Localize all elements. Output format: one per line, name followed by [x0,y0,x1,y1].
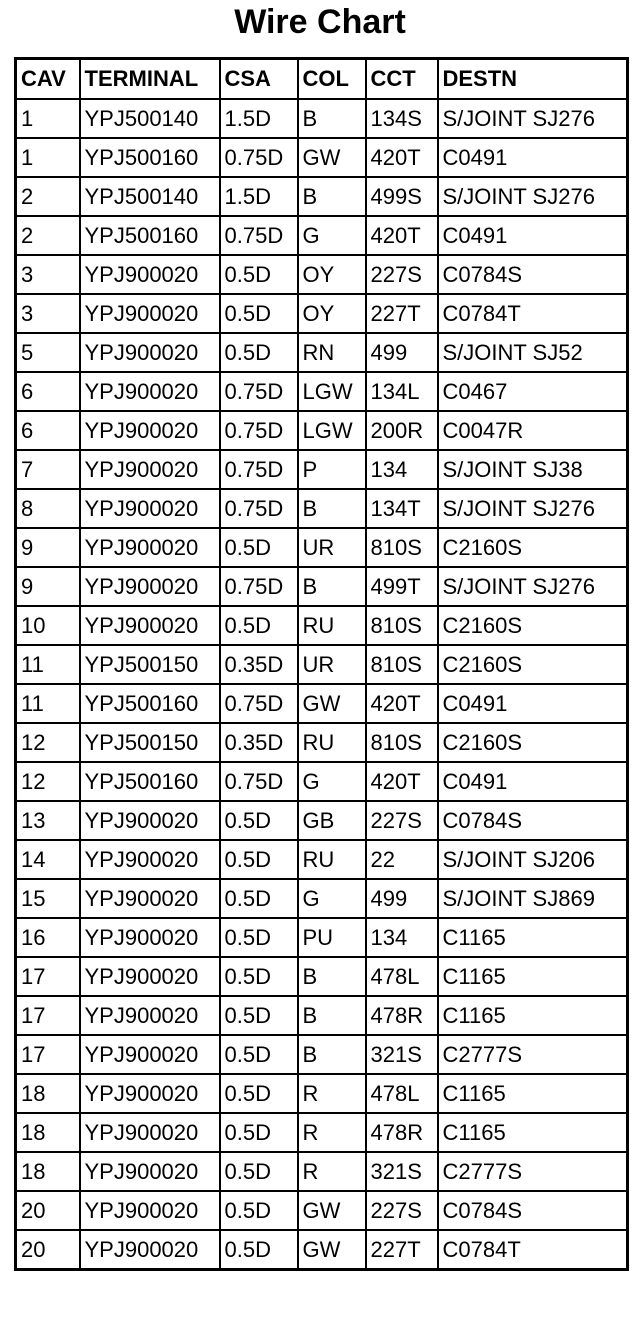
destn-cell: S/JOINT SJ276 [438,177,628,216]
cav-cell: 8 [16,489,80,528]
terminal-cell: YPJ900020 [80,879,220,918]
cav-cell: 6 [16,411,80,450]
table-header-row [16,59,628,100]
destn-cell: C1165 [438,1074,628,1113]
csa-cell: 0.5D [220,918,298,957]
destn-cell: C0047R [438,411,628,450]
cav-cell: 20 [16,1230,80,1270]
col-cell: R [298,1113,366,1152]
table-row [16,1191,628,1230]
csa-cell: 0.75D [220,372,298,411]
terminal-cell: YPJ500160 [80,684,220,723]
cav-cell: 1 [16,138,80,177]
col-cell: G [298,879,366,918]
destn-cell: C0491 [438,762,628,801]
terminal-cell: YPJ500140 [80,177,220,216]
terminal-cell: YPJ500150 [80,645,220,684]
csa-cell: 1.5D [220,99,298,138]
col-cell: B [298,489,366,528]
table-row [16,567,628,606]
cct-cell: 420T [366,216,438,255]
csa-cell: 0.75D [220,450,298,489]
cct-cell: 134 [366,450,438,489]
destn-cell: C2777S [438,1035,628,1074]
csa-cell: 0.5D [220,801,298,840]
cav-cell: 11 [16,645,80,684]
wire-chart-table [14,57,629,1271]
csa-cell: 0.75D [220,489,298,528]
csa-cell: 0.75D [220,762,298,801]
cav-cell: 12 [16,762,80,801]
cav-cell: 18 [16,1074,80,1113]
col-cell: OY [298,255,366,294]
cct-cell: 499 [366,879,438,918]
col-cell: B [298,996,366,1035]
csa-cell: 0.5D [220,333,298,372]
table-row [16,996,628,1035]
destn-cell: C2160S [438,723,628,762]
cav-cell: 11 [16,684,80,723]
destn-cell: C0784T [438,1230,628,1270]
col-cell: GW [298,1230,366,1270]
col-cell: B [298,957,366,996]
cav-cell: 3 [16,294,80,333]
cct-cell: 420T [366,138,438,177]
cav-cell: 15 [16,879,80,918]
csa-cell: 0.5D [220,1113,298,1152]
col-cell: B [298,567,366,606]
destn-cell: C0784S [438,1191,628,1230]
terminal-cell: YPJ900020 [80,528,220,567]
cct-cell: 420T [366,762,438,801]
table-row [16,255,628,294]
csa-cell: 0.5D [220,840,298,879]
table-row [16,1152,628,1191]
col-cell: GW [298,138,366,177]
terminal-cell: YPJ900020 [80,489,220,528]
cav-cell: 17 [16,957,80,996]
table-row [16,411,628,450]
cav-cell: 17 [16,1035,80,1074]
destn-cell: S/JOINT SJ276 [438,567,628,606]
csa-cell: 0.5D [220,1230,298,1270]
table-row [16,1074,628,1113]
terminal-cell: YPJ900020 [80,957,220,996]
terminal-cell: YPJ900020 [80,411,220,450]
cct-cell: 227S [366,1191,438,1230]
cct-cell: 227T [366,294,438,333]
cct-cell: 499T [366,567,438,606]
csa-cell: 0.5D [220,606,298,645]
col-cell: PU [298,918,366,957]
table-row [16,1035,628,1074]
cct-cell: 134S [366,99,438,138]
csa-cell: 0.5D [220,1191,298,1230]
terminal-cell: YPJ900020 [80,1113,220,1152]
col-cell: RN [298,333,366,372]
cav-cell: 18 [16,1152,80,1191]
cav-cell: 2 [16,177,80,216]
terminal-cell: YPJ900020 [80,450,220,489]
col-cell: GB [298,801,366,840]
cct-cell: 134L [366,372,438,411]
col-cell: R [298,1074,366,1113]
cct-cell: 478R [366,1113,438,1152]
destn-cell: C0491 [438,138,628,177]
cav-cell: 7 [16,450,80,489]
csa-cell: 0.5D [220,996,298,1035]
table-row [16,333,628,372]
destn-cell: C1165 [438,1113,628,1152]
cct-cell: 227T [366,1230,438,1270]
cct-cell: 227S [366,801,438,840]
csa-cell: 0.35D [220,723,298,762]
col-cell: UR [298,645,366,684]
col-cell: B [298,177,366,216]
table-row [16,762,628,801]
cct-cell: 22 [366,840,438,879]
terminal-cell: YPJ500160 [80,138,220,177]
col-cell: RU [298,840,366,879]
cav-cell: 13 [16,801,80,840]
cct-cell: 321S [366,1035,438,1074]
cct-cell: 321S [366,1152,438,1191]
table-row [16,957,628,996]
table-row [16,1230,628,1270]
cav-cell: 16 [16,918,80,957]
terminal-cell: YPJ900020 [80,840,220,879]
csa-cell: 1.5D [220,177,298,216]
header-col: COL [298,59,366,100]
destn-cell: C0784S [438,801,628,840]
terminal-cell: YPJ500140 [80,99,220,138]
terminal-cell: YPJ900020 [80,996,220,1035]
terminal-cell: YPJ900020 [80,1230,220,1270]
csa-cell: 0.75D [220,684,298,723]
cct-cell: 227S [366,255,438,294]
cav-cell: 17 [16,996,80,1035]
csa-cell: 0.5D [220,1074,298,1113]
terminal-cell: YPJ900020 [80,1152,220,1191]
terminal-cell: YPJ500160 [80,762,220,801]
cct-cell: 810S [366,723,438,762]
destn-cell: C1165 [438,918,628,957]
col-cell: B [298,1035,366,1074]
cct-cell: 810S [366,606,438,645]
table-row [16,801,628,840]
terminal-cell: YPJ900020 [80,255,220,294]
destn-cell: C2160S [438,645,628,684]
col-cell: UR [298,528,366,567]
table-row [16,372,628,411]
cav-cell: 18 [16,1113,80,1152]
cct-cell: 478L [366,1074,438,1113]
cav-cell: 20 [16,1191,80,1230]
cav-cell: 12 [16,723,80,762]
cct-cell: 478R [366,996,438,1035]
destn-cell: S/JOINT SJ52 [438,333,628,372]
destn-cell: C2777S [438,1152,628,1191]
terminal-cell: YPJ900020 [80,333,220,372]
cct-cell: 499S [366,177,438,216]
cct-cell: 134T [366,489,438,528]
col-cell: GW [298,1191,366,1230]
terminal-cell: YPJ900020 [80,567,220,606]
header-cct: CCT [366,59,438,100]
table-row [16,1113,628,1152]
destn-cell: C0467 [438,372,628,411]
col-cell: GW [298,684,366,723]
terminal-cell: YPJ900020 [80,1191,220,1230]
table-row [16,450,628,489]
col-cell: LGW [298,411,366,450]
terminal-cell: YPJ900020 [80,918,220,957]
table-row [16,918,628,957]
csa-cell: 0.5D [220,294,298,333]
terminal-cell: YPJ900020 [80,294,220,333]
cct-cell: 200R [366,411,438,450]
header-csa: CSA [220,59,298,100]
destn-cell: S/JOINT SJ206 [438,840,628,879]
terminal-cell: YPJ900020 [80,1035,220,1074]
destn-cell: C0491 [438,216,628,255]
table-row [16,99,628,138]
table-row [16,840,628,879]
cav-cell: 10 [16,606,80,645]
cct-cell: 478L [366,957,438,996]
destn-cell: C1165 [438,957,628,996]
csa-cell: 0.75D [220,216,298,255]
table-row [16,684,628,723]
cav-cell: 5 [16,333,80,372]
destn-cell: S/JOINT SJ276 [438,489,628,528]
csa-cell: 0.75D [220,411,298,450]
cct-cell: 134 [366,918,438,957]
csa-cell: 0.5D [220,1152,298,1191]
table-row [16,294,628,333]
cav-cell: 1 [16,99,80,138]
cav-cell: 3 [16,255,80,294]
header-destn: DESTN [438,59,628,100]
col-cell: P [298,450,366,489]
destn-cell: C2160S [438,606,628,645]
table-row [16,528,628,567]
destn-cell: S/JOINT SJ38 [438,450,628,489]
col-cell: RU [298,723,366,762]
terminal-cell: YPJ500160 [80,216,220,255]
csa-cell: 0.35D [220,645,298,684]
col-cell: LGW [298,372,366,411]
col-cell: G [298,216,366,255]
csa-cell: 0.5D [220,879,298,918]
col-cell: RU [298,606,366,645]
table-row [16,138,628,177]
destn-cell: C0491 [438,684,628,723]
header-terminal: TERMINAL [80,59,220,100]
csa-cell: 0.5D [220,1035,298,1074]
cct-cell: 499 [366,333,438,372]
cct-cell: 810S [366,645,438,684]
table-row [16,723,628,762]
cav-cell: 9 [16,567,80,606]
col-cell: G [298,762,366,801]
cav-cell: 9 [16,528,80,567]
table-body [16,99,628,1270]
csa-cell: 0.5D [220,957,298,996]
page-title: Wire Chart [234,3,406,41]
table-row [16,879,628,918]
terminal-cell: YPJ900020 [80,606,220,645]
csa-cell: 0.5D [220,528,298,567]
col-cell: OY [298,294,366,333]
destn-cell: S/JOINT SJ869 [438,879,628,918]
table-row [16,177,628,216]
table-row [16,489,628,528]
cav-cell: 14 [16,840,80,879]
csa-cell: 0.5D [220,255,298,294]
col-cell: B [298,99,366,138]
terminal-cell: YPJ900020 [80,372,220,411]
destn-cell: C0784T [438,294,628,333]
destn-cell: S/JOINT SJ276 [438,99,628,138]
cav-cell: 2 [16,216,80,255]
destn-cell: C1165 [438,996,628,1035]
table-row [16,645,628,684]
cct-cell: 810S [366,528,438,567]
destn-cell: C2160S [438,528,628,567]
csa-cell: 0.75D [220,138,298,177]
csa-cell: 0.75D [220,567,298,606]
destn-cell: C0784S [438,255,628,294]
col-cell: R [298,1152,366,1191]
header-cav: CAV [16,59,80,100]
terminal-cell: YPJ500150 [80,723,220,762]
terminal-cell: YPJ900020 [80,801,220,840]
cct-cell: 420T [366,684,438,723]
cav-cell: 6 [16,372,80,411]
table-row [16,216,628,255]
terminal-cell: YPJ900020 [80,1074,220,1113]
table-row [16,606,628,645]
